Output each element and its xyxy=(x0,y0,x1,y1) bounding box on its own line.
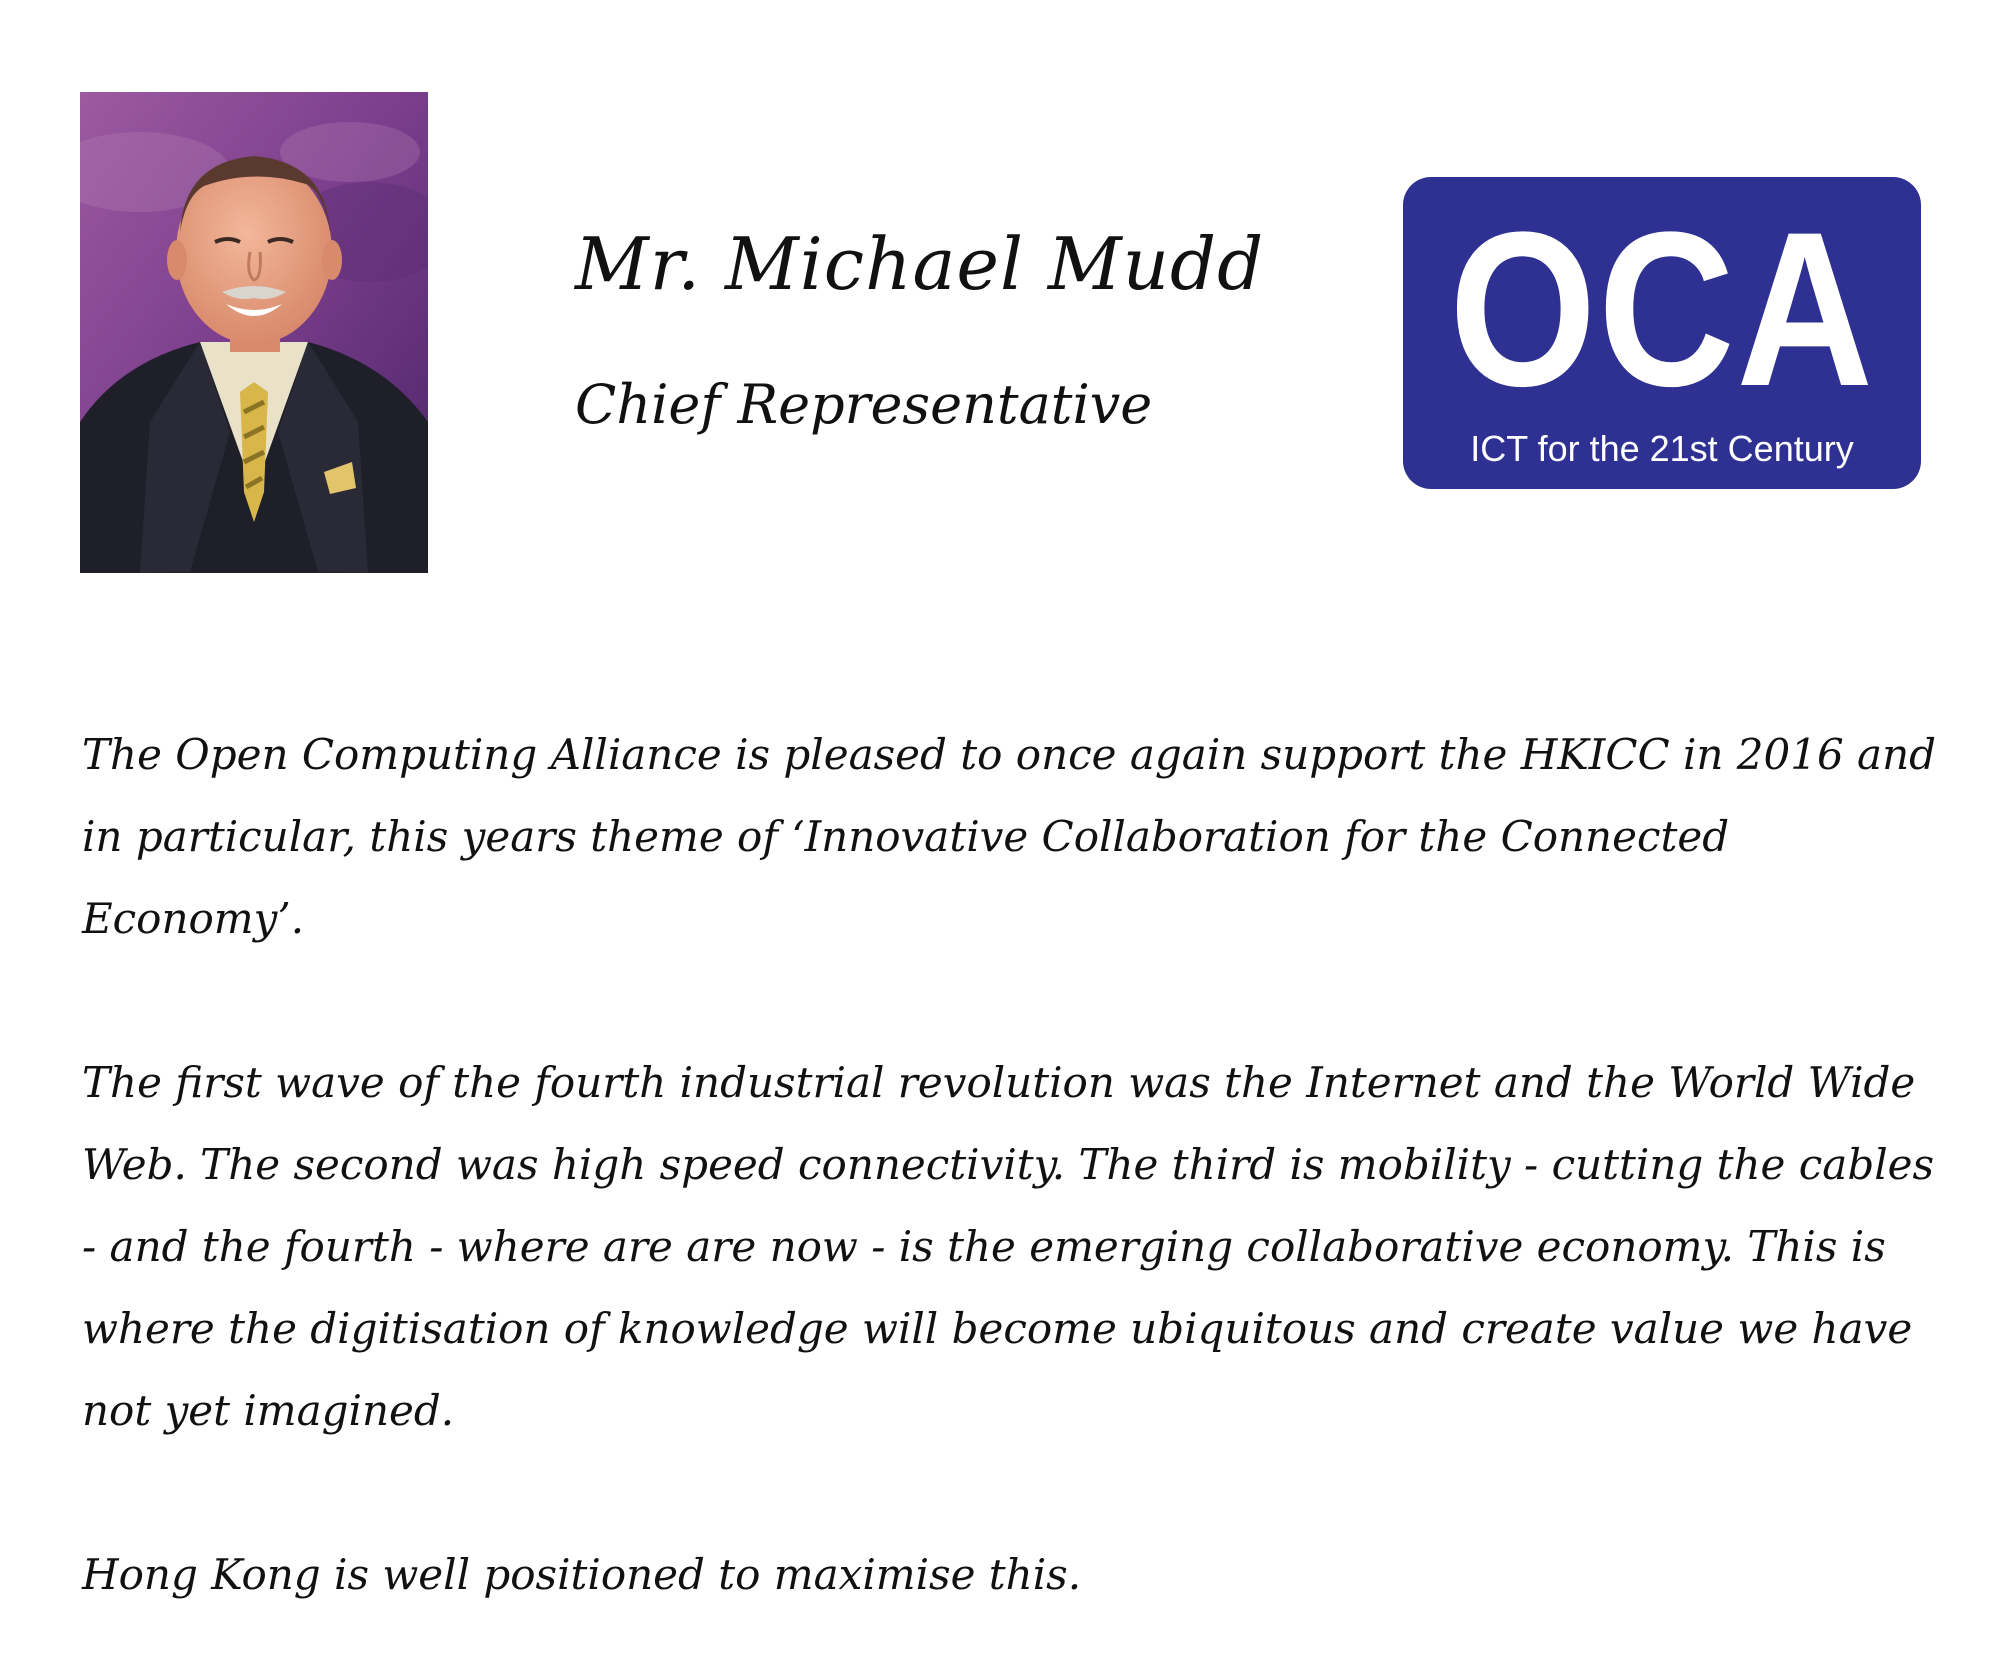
speaker-photo xyxy=(80,92,428,573)
paragraph-closing: Hong Kong is well positioned to maximise this. xyxy=(82,1550,1082,1599)
message-body xyxy=(82,714,1952,1616)
paragraph-waves: The first wave of the fourth industrial revolution was the Internet and the World Wide Web. The second was high speed connectivity. The third is mobility - cutting the cables - and the fourth - where are are now - is the emerging collaborative economy. This is where the digitisation of knowledge will become ubiquitous and create value we have not yet imagined. xyxy=(82,1058,1935,1435)
logo-tagline: ICT for the 21st Century xyxy=(1470,428,1854,469)
oca-logo xyxy=(1403,177,1921,489)
paragraph-intro: The Open Computing Alliance is pleased to once again support the HKICC in 2016 and in particular, this years theme of ‘Innovative Collaboration for the Connected Economy’. xyxy=(82,730,1937,943)
logo-letters: OCA xyxy=(1449,186,1875,432)
speaker-name: Mr. Michael Mudd xyxy=(575,222,1265,306)
speaker-title: Chief Representative xyxy=(575,373,1153,436)
